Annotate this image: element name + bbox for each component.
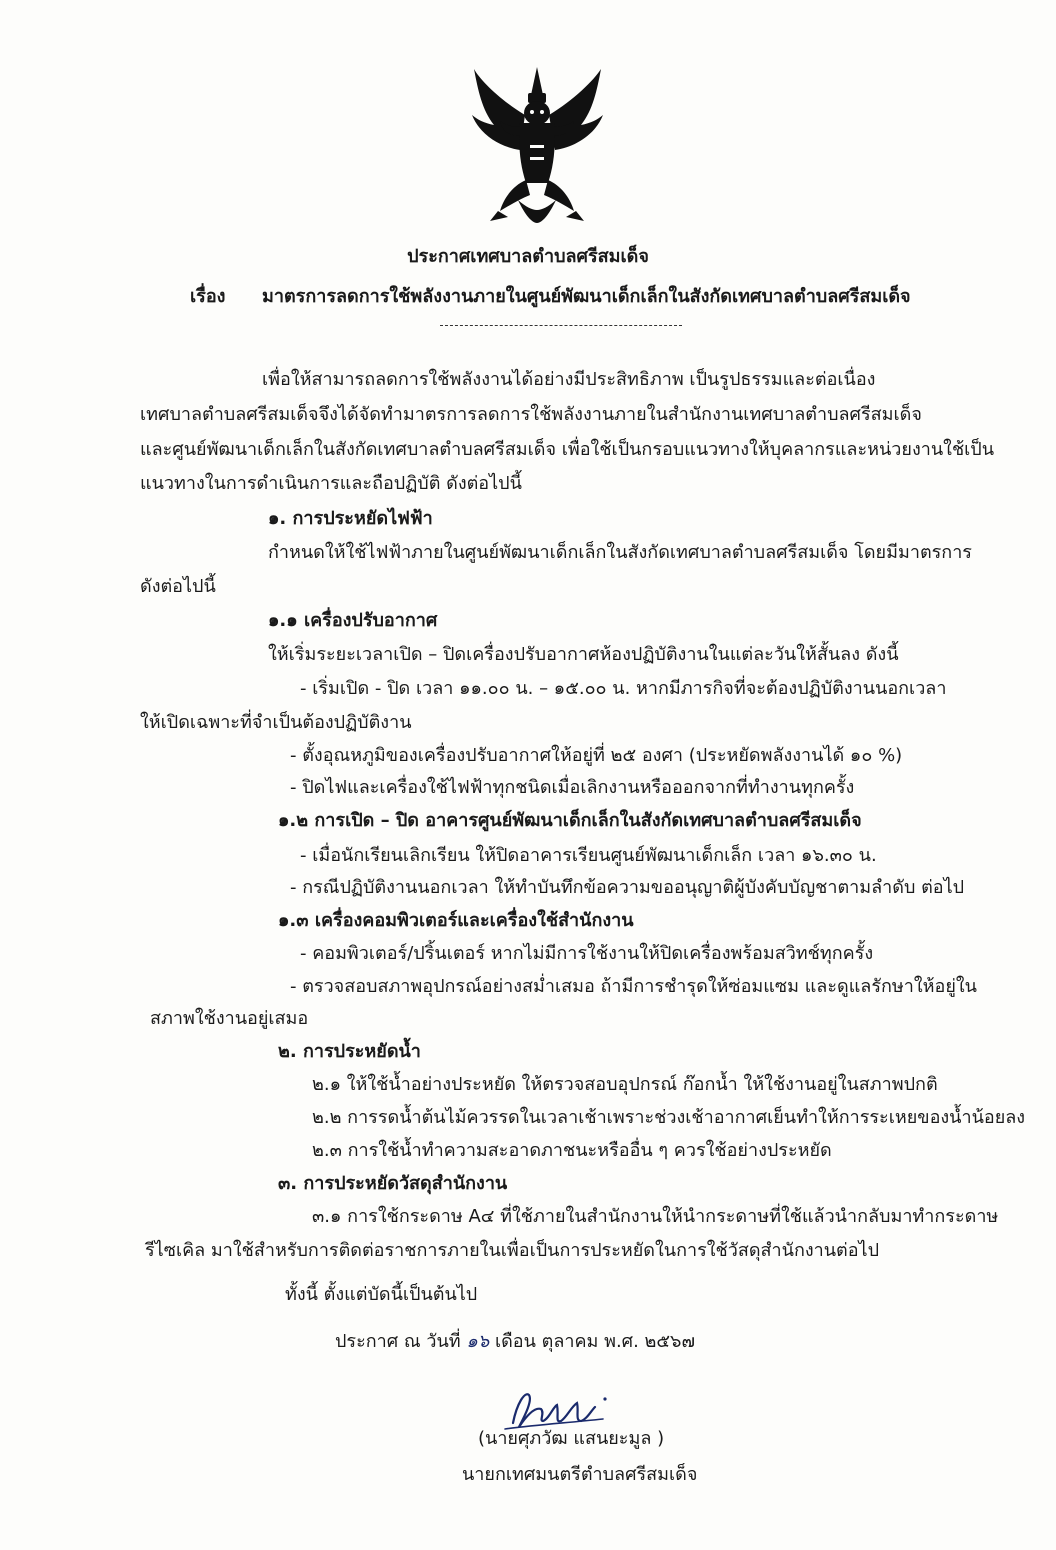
- section2-line-1: ๒.๑ ให้ใช้น้ำอย่างประหยัด ให้ตรวจสอบอุปกรณ์ ก๊อกน้ำ ให้ใช้งานอยู่ในสภาพปกติ: [312, 1074, 938, 1095]
- header-divider: [440, 325, 682, 326]
- announcement-title: ประกาศเทศบาลตำบลศรีสมเด็จ: [407, 246, 649, 267]
- intro-line-3: และศูนย์พัฒนาเด็กเล็กในสังกัดเทศบาลตำบลศรีสมเด็จ เพื่อใช้เป็นกรอบแนวทางให้บุคลากรและหน่วยงานใช้เป็น: [140, 439, 995, 460]
- effective-statement: ทั้งนี้ ตั้งแต่บัดนี้เป็นต้นไป: [285, 1284, 478, 1305]
- intro-line-1: เพื่อให้สามารถลดการใช้พลังงานได้อย่างมีประสิทธิภาพ เป็นรูปธรรมและต่อเนื่อง: [262, 369, 876, 390]
- section13-line-1: - คอมพิวเตอร์/ปริ้นเตอร์ หากไม่มีการใช้งานให้ปิดเครื่องพร้อมสวิทช์ทุกครั้ง: [300, 943, 874, 964]
- section12-heading: ๑.๒ การเปิด – ปิด อาคารศูนย์พัฒนาเด็กเล็กในสังกัดเทศบาลตำบลศรีสมเด็จ: [278, 810, 862, 831]
- garuda-emblem-icon: [470, 65, 605, 225]
- section13-line-2: - ตรวจสอบสภาพอุปกรณ์อย่างสม่ำเสมอ ถ้ามีการชำรุดให้ซ่อมแซม และดูแลรักษาให้อยู่ใน: [290, 976, 977, 997]
- subject-text: มาตรการลดการใช้พลังงานภายในศูนย์พัฒนาเด็กเล็กในสังกัดเทศบาลตำบลศรีสมเด็จ: [262, 286, 911, 307]
- section13-heading: ๑.๓ เครื่องคอมพิวเตอร์และเครื่องใช้สำนักงาน: [278, 910, 634, 931]
- section3-line-1: ๓.๑ การใช้กระดาษ A๔ ที่ใช้ภายในสำนักงานให้นำกระดาษที่ใช้แล้วนำกลับมาทำกระดาษ: [312, 1206, 999, 1227]
- section3-line-2: รีไซเคิล มาใช้สำหรับการติดต่อราชการภายในเพื่อเป็นการประหยัดในการใช้วัสดุสำนักงานต่อไป: [145, 1240, 880, 1261]
- date-day: ๑๖: [466, 1331, 490, 1352]
- subject-label: เรื่อง: [190, 286, 226, 307]
- section12-line-1: - เมื่อนักเรียนเลิกเรียน ให้ปิดอาคารเรียนศูนย์พัฒนาเด็กเล็ก เวลา ๑๖.๓๐ น.: [300, 845, 877, 866]
- section1-desc-2: ดังต่อไปนี้: [140, 576, 216, 597]
- intro-line-2: เทศบาลตำบลศรีสมเด็จจึงได้จัดทำมาตรการลดการใช้พลังงานภายในสำนักงานเทศบาลตำบลศรีสมเด็จ: [140, 404, 922, 425]
- section13-line-3: สภาพใช้งานอยู่เสมอ: [150, 1008, 309, 1029]
- section11-line-5: - ปิดไฟและเครื่องใช้ไฟฟ้าทุกชนิดเมื่อเลิกงานหรือออกจากที่ทำงานทุกครั้ง: [290, 777, 855, 798]
- section11-heading: ๑.๑ เครื่องปรับอากาศ: [268, 610, 438, 631]
- section11-line-3: ให้เปิดเฉพาะที่จำเป็นต้องปฏิบัติงาน: [140, 712, 412, 733]
- date-line: [335, 1330, 695, 1354]
- intro-line-4: แนวทางในการดำเนินการและถือปฏิบัติ ดังต่อไปนี้: [140, 473, 522, 494]
- section11-line-1: ให้เริ่มระยะเวลาเปิด – ปิดเครื่องปรับอากาศห้องปฏิบัติงานในแต่ละวันให้สั้นลง ดังนี้: [268, 644, 899, 665]
- section2-line-2: ๒.๒ การรดน้ำต้นไม้ควรรดในเวลาเช้าเพราะช่วงเช้าอากาศเย็นทำให้การระเหยของน้ำน้อยลง: [312, 1107, 1026, 1128]
- date-suffix: เดือน ตุลาคม พ.ศ. ๒๕๖๗: [494, 1331, 695, 1352]
- section2-heading: ๒. การประหยัดน้ำ: [278, 1041, 421, 1062]
- date-prefix: ประกาศ ณ วันที่: [335, 1331, 461, 1352]
- section3-heading: ๓. การประหยัดวัสดุสำนักงาน: [278, 1173, 508, 1194]
- signatory-position: นายกเทศมนตรีตำบลศรีสมเด็จ: [462, 1464, 698, 1485]
- section2-line-3: ๒.๓ การใช้น้ำทำความสะอาดภาชนะหรืออื่น ๆ ควรใช้อย่างประหยัด: [312, 1140, 832, 1161]
- signatory-name: (นายศุภวัฒ แสนยะมูล ): [478, 1428, 665, 1449]
- section11-line-2: - เริ่มเปิด - ปิด เวลา ๑๑.๐๐ น. – ๑๕.๐๐ น. หากมีภารกิจที่จะต้องปฏิบัติงานนอกเวลา: [300, 678, 947, 699]
- section1-heading: ๑. การประหยัดไฟฟ้า: [268, 508, 433, 529]
- section12-line-2: - กรณีปฏิบัติงานนอกเวลา ให้ทำบันทึกข้อความขออนุญาติผู้บังคับบัญชาตามลำดับ ต่อไป: [290, 877, 965, 898]
- section1-desc-1: กำหนดให้ใช้ไฟฟ้าภายในศูนย์พัฒนาเด็กเล็กในสังกัดเทศบาลตำบลศรีสมเด็จ โดยมีมาตรการ: [268, 542, 972, 563]
- section11-line-4: - ตั้งอุณหภูมิของเครื่องปรับอากาศให้อยู่ที่ ๒๕ องศา (ประหยัดพลังงานได้ ๑๐ %): [290, 745, 903, 766]
